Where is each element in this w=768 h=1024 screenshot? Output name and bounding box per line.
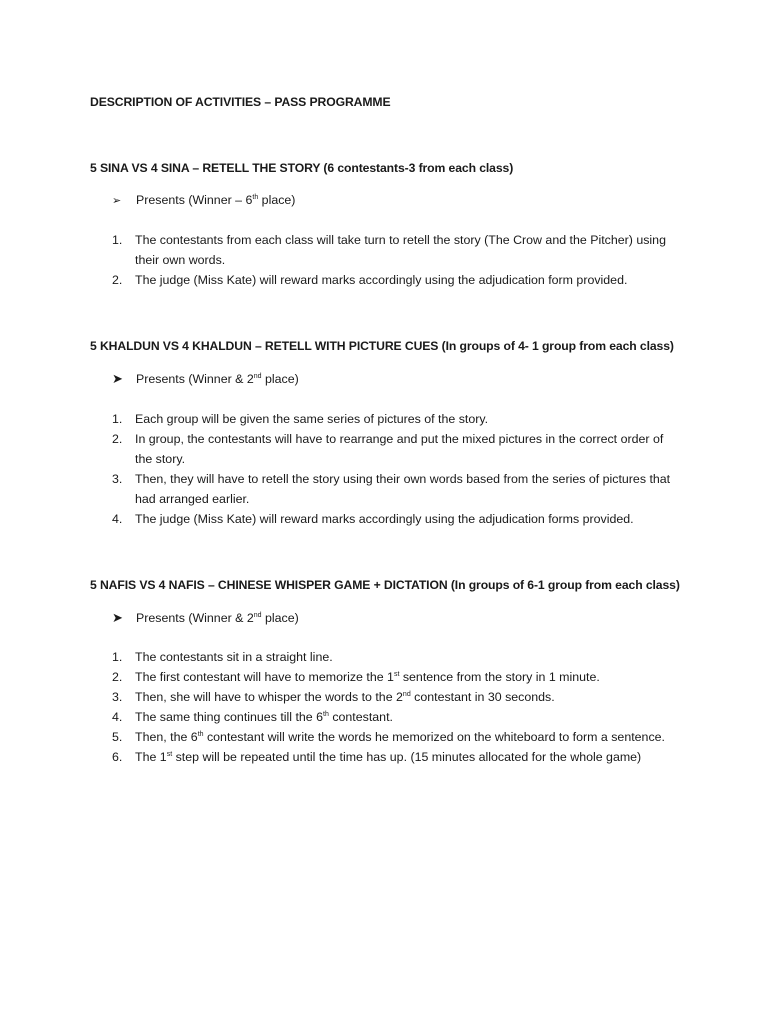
- section-bullet-nafis: [112, 608, 299, 628]
- bullet-prefix: Presents (Winner & 2: [136, 372, 254, 386]
- section-list-nafis: [112, 647, 672, 767]
- ordinal-superscript: th: [197, 731, 204, 738]
- arrow-bullet-icon: ➤: [112, 371, 123, 386]
- list-item-text: Then, the 6: [135, 730, 198, 744]
- bullet-superscript: nd: [253, 373, 262, 380]
- arrow-bullet-icon: ➤: [112, 610, 123, 625]
- list-item-number: 4.: [112, 512, 123, 526]
- section-list-sina: [112, 230, 672, 290]
- list-item: [112, 707, 672, 727]
- bullet-suffix: place): [258, 193, 296, 207]
- list-item-text-rest: contestant in 30 seconds.: [410, 690, 555, 704]
- section-list-khaldun: [112, 409, 672, 529]
- list-item-text: The contestants sit in a straight line.: [135, 650, 333, 664]
- list-item-text: Then, they will have to retell the story using their own words based from the series of pictures that had arranged earlier.: [135, 472, 671, 506]
- section-heading-sina: 5 SINA VS 4 SINA – RETELL THE STORY (6 contestants-3 from each class): [90, 161, 514, 175]
- bullet-suffix: place): [261, 372, 299, 386]
- list-item: [112, 429, 672, 469]
- list-item-text: The judge (Miss Kate) will reward marks accordingly using the adjudication forms provided.: [135, 512, 634, 526]
- ordinal-superscript: st: [166, 751, 173, 758]
- list-item: [112, 509, 672, 529]
- list-item-text: Each group will be given the same series of pictures of the story.: [135, 412, 489, 426]
- list-item: [112, 727, 672, 747]
- arrow-bullet-icon: ➢: [112, 195, 122, 207]
- list-item: [112, 647, 672, 667]
- section-heading-nafis: 5 NAFIS VS 4 NAFIS – CHINESE WHISPER GAME + DICTATION (In groups of 6-1 group from each class): [90, 578, 680, 592]
- list-item: [112, 747, 672, 767]
- list-item-text-rest: sentence from the story in 1 minute.: [399, 670, 600, 684]
- list-item-number: 3.: [112, 472, 123, 486]
- list-item-text: Then, she will have to whisper the words to the 2: [135, 690, 403, 704]
- document-title: DESCRIPTION OF ACTIVITIES – PASS PROGRAMME: [90, 95, 391, 109]
- list-item-number: 1.: [112, 412, 123, 426]
- list-item-number: 6.: [112, 750, 123, 764]
- ordinal-superscript: th: [323, 711, 329, 718]
- bullet-superscript: nd: [253, 612, 262, 619]
- list-item: [112, 270, 672, 290]
- list-item-number: 2.: [112, 432, 123, 446]
- list-item: [112, 667, 672, 687]
- list-item-text-rest: contestant will write the words he memorized on the whiteboard to form a sentence.: [203, 730, 665, 744]
- bullet-prefix: Presents (Winner & 2: [136, 611, 254, 625]
- list-item-text: The same thing continues till the 6: [135, 710, 324, 724]
- list-item-text: The first contestant will have to memorize the 1: [135, 670, 394, 684]
- list-item-number: 1.: [112, 233, 123, 247]
- list-item-number: 1.: [112, 650, 123, 664]
- ordinal-superscript: nd: [402, 691, 411, 698]
- list-item-text-rest: step will be repeated until the time has up. (15 minutes allocated for the whole game): [172, 750, 642, 764]
- section-bullet-sina: [112, 190, 295, 211]
- list-item: [112, 409, 672, 429]
- list-item-text: The 1: [135, 750, 167, 764]
- list-item-text: The contestants from each class will take turn to retell the story (The Crow and the Pitcher) using their own words.: [135, 233, 666, 267]
- section-heading-khaldun: 5 KHALDUN VS 4 KHALDUN – RETELL WITH PICTURE CUES (In groups of 4- 1 group from each class): [90, 339, 674, 353]
- list-item-number: 3.: [112, 690, 123, 704]
- list-item-text: In group, the contestants will have to rearrange and put the mixed pictures in the correct order of the story.: [135, 432, 664, 466]
- list-item-number: 2.: [112, 670, 123, 684]
- list-item: [112, 469, 672, 509]
- list-item-number: 5.: [112, 730, 123, 744]
- list-item-number: 4.: [112, 710, 123, 724]
- bullet-superscript: th: [252, 194, 259, 201]
- ordinal-superscript: st: [393, 671, 400, 678]
- section-bullet-khaldun: [112, 369, 299, 389]
- bullet-prefix: Presents (Winner – 6: [136, 193, 253, 207]
- list-item-text-rest: contestant.: [328, 710, 393, 724]
- bullet-suffix: place): [261, 611, 299, 625]
- list-item: [112, 687, 672, 707]
- list-item: [112, 230, 672, 270]
- list-item-text: The judge (Miss Kate) will reward marks accordingly using the adjudication form provided.: [135, 273, 628, 287]
- list-item-number: 2.: [112, 273, 123, 287]
